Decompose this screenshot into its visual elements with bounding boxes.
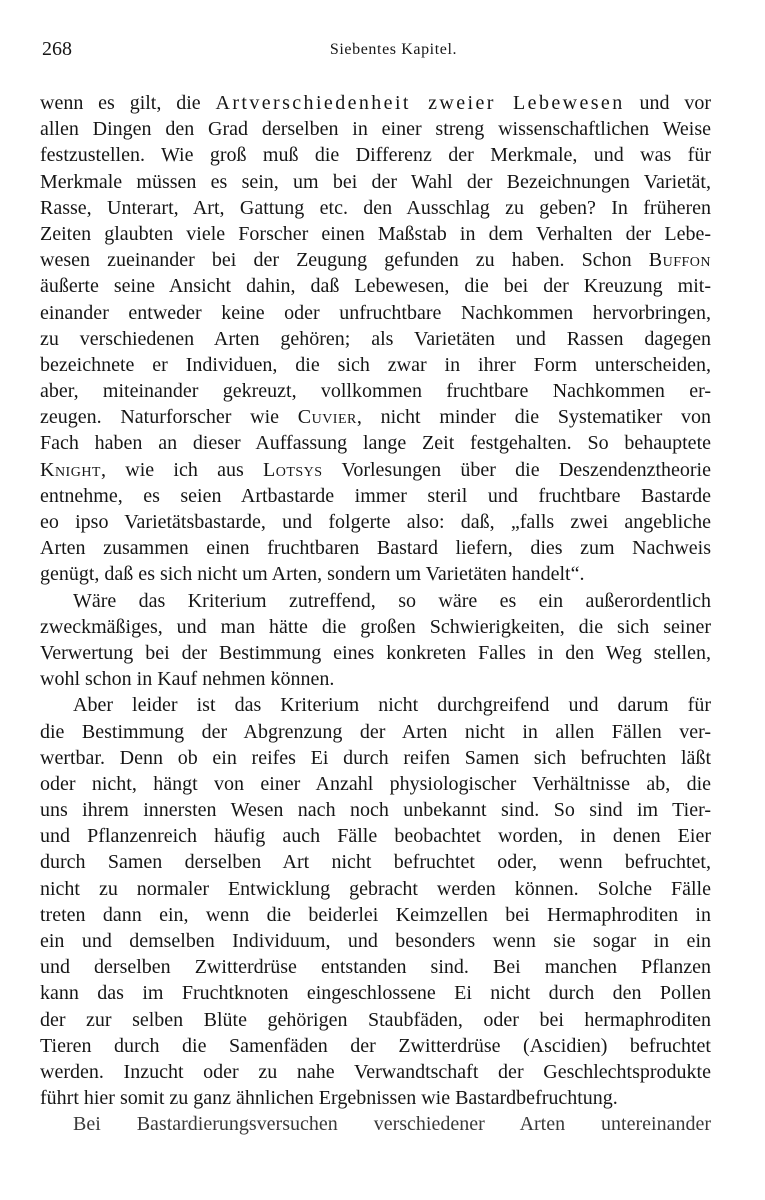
text-line: allen Dingen den Grad derselben in einer streng wissenschaftlichen Weise xyxy=(40,118,711,141)
text-run: wenn es gilt, die xyxy=(40,92,216,114)
text-line: aber, miteinander gekreuzt, vollkommen fruchtbare Nachkommen er- xyxy=(40,380,711,403)
running-title: Siebentes Kapitel. xyxy=(329,41,458,58)
paragraph-2 xyxy=(40,588,711,693)
text-line: Fach haben an dieser Auffassung lange Zeit festgehalten. So behauptete xyxy=(40,432,711,455)
text-line: wertbar. Denn ob ein reifes Ei durch reifen Samen sich befruchten läßt xyxy=(40,746,711,769)
text-run: zeugen. Naturforscher wie xyxy=(40,406,298,429)
text-line: wohl schon in Kauf nehmen können. xyxy=(40,668,335,691)
text-line: kann das im Fruchtknoten eingeschlossene Ei nicht durch den Pollen xyxy=(40,982,711,1005)
text-run: und vor xyxy=(624,92,711,114)
text-line: Bei Bastardierungsversuchen verschiedener Arten untereinander xyxy=(73,1113,711,1136)
text-line xyxy=(40,457,711,483)
text-line xyxy=(40,247,711,273)
text-line: Arten zusammen einen fruchtbaren Bastard liefern, dies zum Nachweis xyxy=(40,537,711,560)
text-line: der zur selben Blüte gehörigen Staubfäden, oder bei hermaphroditen xyxy=(40,1008,711,1031)
text-line: Verwertung bei der Bestimmung eines konkreten Falles in den Weg stellen, xyxy=(40,641,711,664)
paragraph-1 xyxy=(40,90,711,588)
paragraph-4 xyxy=(40,1111,711,1137)
text-line: und derselben Zwitterdrüse entstanden sind. Bei manchen Pflanzen xyxy=(40,956,711,979)
text-line: bezeichnete er Individuen, die sich zwar in ihrer Form unterscheiden, xyxy=(40,353,711,376)
text-line: eo ipso Varietätsbastarde, und folgerte also: daß, „falls zwei angebliche xyxy=(40,511,711,533)
text-line: zu verschiedenen Arten gehören; als Varietäten und Rassen dagegen xyxy=(40,327,711,350)
text-line: Merkmale müssen es sein, um bei der Wahl der Bezeichnungen Varietät, xyxy=(40,170,711,193)
text-line: genügt, daß es sich nicht um Arten, sondern um Varietäten handelt“. xyxy=(40,563,585,586)
text-run: wesen zueinander bei der Zeugung gefunden zu haben. Schon xyxy=(40,249,649,272)
text-line xyxy=(40,90,711,116)
text-line: treten dann ein, wenn die beiderlei Keimzellen bei Hermaphroditen in xyxy=(40,903,711,926)
page-header xyxy=(40,38,725,68)
text-line: Wäre das Kriterium zutreffend, so wäre es ein außerordentlich xyxy=(73,589,711,612)
author-name-lotsy: Lotsys xyxy=(263,458,323,481)
text-run: Vorlesungen über die Deszendenztheorie xyxy=(322,458,711,481)
text-line: einander entweder keine oder unfruchtbare Nachkommen hervorbringen, xyxy=(40,301,711,324)
body-text xyxy=(40,90,711,1138)
text-run: , wie ich aus xyxy=(101,458,264,481)
page-number: 268 xyxy=(42,38,72,60)
text-line: Aber leider ist das Kriterium nicht durchgreifend und darum für xyxy=(73,694,711,717)
text-line xyxy=(40,404,711,430)
author-name-knight: Knight xyxy=(40,458,101,481)
text-line: durch Samen derselben Art nicht befruchtet oder, wenn befruchtet, xyxy=(40,851,711,874)
text-line: Rasse, Unterart, Art, Gattung etc. den Ausschlag zu geben? In früheren xyxy=(40,196,711,219)
text-line: ein und demselben Individuum, und besonders wenn sie sogar in ein xyxy=(40,930,711,952)
text-line: führt hier somit zu ganz ähnlichen Ergebnissen wie Bastardbefruchtung. xyxy=(40,1087,618,1110)
text-line: oder nicht, hängt von einer Anzahl physiologischer Verhältnisse ab, die xyxy=(40,772,711,795)
text-line: werden. Inzucht oder zu nahe Verwandtschaft der Geschlechtsprodukte xyxy=(40,1060,711,1083)
spaced-emphasis: Artverschiedenheit zweier Lebewesen xyxy=(215,92,625,114)
text-line: und Pflanzenreich häufig auch Fälle beobachtet worden, in denen Eier xyxy=(40,825,711,848)
author-name-buffon: Buffon xyxy=(648,249,711,272)
text-line: nicht zu normaler Entwicklung gebracht werden können. Solche Fälle xyxy=(40,877,711,900)
author-name-cuvier: Cuvier xyxy=(297,406,357,429)
text-run: , nicht minder die Systematiker von xyxy=(356,406,712,429)
text-line: entnehme, es seien Artbastarde immer steril und fruchtbare Bastarde xyxy=(40,484,711,507)
text-line: die Bestimmung der Abgrenzung der Arten nicht in allen Fällen ver- xyxy=(40,720,711,743)
text-line: Zeiten glaubten viele Forscher einen Maßstab in dem Verhalten der Lebe- xyxy=(40,222,711,245)
text-line: äußerte seine Ansicht dahin, daß Lebewesen, die bei der Kreuzung mit- xyxy=(40,275,711,298)
text-line: uns ihrem innersten Wesen nach noch unbekannt sind. So sind im Tier- xyxy=(40,799,711,822)
paragraph-3 xyxy=(40,692,711,1111)
text-line: zweckmäßiges, und man hätte die großen Schwierigkeiten, die sich seiner xyxy=(40,615,711,638)
text-line: Tieren durch die Samenfäden der Zwitterdrüse (Ascidien) befruchtet xyxy=(40,1034,711,1057)
text-line: festzustellen. Wie groß muß die Differenz der Merkmale, und was für xyxy=(40,144,711,167)
